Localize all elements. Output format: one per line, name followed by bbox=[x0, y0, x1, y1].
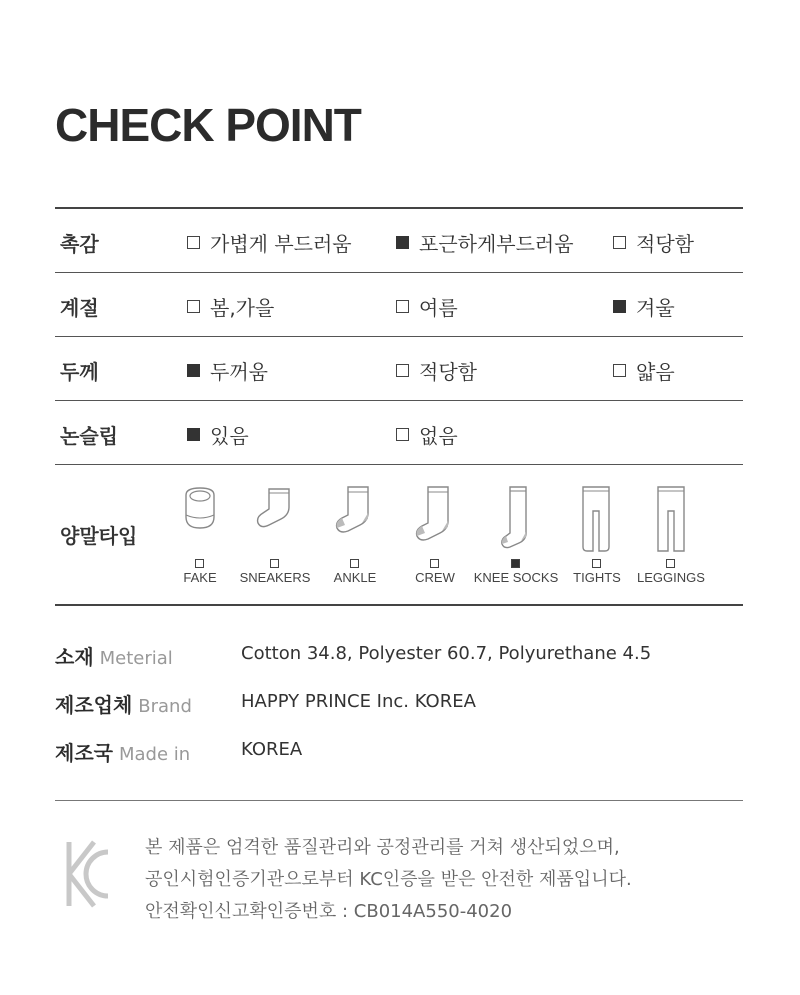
leggings-icon bbox=[654, 485, 688, 553]
option-texture-1 bbox=[187, 228, 352, 257]
notice-line: 본 제품은 엄격한 품질관리와 공정관리를 거쳐 생산되었으며, bbox=[145, 837, 620, 858]
option-season-1 bbox=[187, 292, 274, 321]
option-label: 없음 bbox=[419, 424, 458, 448]
spec-label-ko: 소재 bbox=[55, 645, 94, 669]
spec-label-en: Meterial bbox=[99, 648, 173, 669]
checkbox-icon bbox=[613, 364, 626, 377]
row-label-thickness: 두께 bbox=[60, 360, 99, 384]
option-label: 포근하게부드러움 bbox=[419, 232, 574, 256]
option-label: 여름 bbox=[419, 296, 458, 320]
option-thickness-3 bbox=[613, 356, 675, 385]
notice-divider bbox=[55, 800, 743, 801]
option-label: 봄,가을 bbox=[210, 296, 275, 320]
sock-type-label: SNEAKERS bbox=[239, 570, 311, 585]
checkbox-icon bbox=[430, 559, 439, 568]
checkbox-icon bbox=[350, 559, 359, 568]
table-bottom-divider bbox=[55, 604, 743, 606]
option-nonslip-2 bbox=[396, 420, 458, 449]
notice-line: 안전확인신고확인증번호 : CB014A550-4020 bbox=[145, 901, 513, 922]
row-label-nonslip: 논슬립 bbox=[60, 424, 118, 448]
option-thickness-1 bbox=[187, 356, 268, 385]
sneaker-sock-icon bbox=[255, 485, 295, 531]
option-label: 적당함 bbox=[419, 360, 477, 384]
option-label: 겨울 bbox=[636, 296, 675, 320]
row-divider bbox=[55, 464, 743, 465]
spec-material-value: Cotton 34.8, Polyester 60.7, Polyurethane 4.5 bbox=[241, 643, 652, 664]
kc-mark-icon bbox=[64, 838, 112, 910]
table-top-divider bbox=[55, 207, 743, 209]
checkbox-checked-icon bbox=[187, 428, 200, 441]
sock-type-label: CREW bbox=[415, 570, 455, 585]
checkbox-icon bbox=[270, 559, 279, 568]
option-label: 가볍게 부드러움 bbox=[210, 232, 352, 256]
option-thickness-2 bbox=[396, 356, 477, 385]
spec-label-ko: 제조업체 bbox=[55, 693, 133, 717]
checkbox-icon bbox=[613, 236, 626, 249]
checkbox-icon bbox=[396, 428, 409, 441]
option-season-2 bbox=[396, 292, 458, 321]
spec-material-label bbox=[55, 641, 173, 670]
checkbox-checked-icon bbox=[187, 364, 200, 377]
checkbox-icon bbox=[195, 559, 204, 568]
checkbox-checked-icon bbox=[613, 300, 626, 313]
notice-line: 공인시험인증기관으로부터 KC인증을 받은 안전한 제품입니다. bbox=[145, 869, 632, 890]
option-texture-2 bbox=[396, 228, 574, 257]
spec-brand-value: HAPPY PRINCE Inc. KOREA bbox=[241, 691, 476, 712]
spec-origin-label bbox=[55, 737, 190, 766]
spec-label-en: Made in bbox=[118, 744, 191, 765]
crew-sock-icon bbox=[414, 485, 454, 543]
sock-type-label: KNEE SOCKS bbox=[473, 570, 559, 585]
spec-label-en: Brand bbox=[138, 696, 192, 717]
option-label: 있음 bbox=[210, 424, 249, 448]
sock-type-label: ANKLE bbox=[333, 570, 377, 585]
row-divider bbox=[55, 400, 743, 401]
option-nonslip-1 bbox=[187, 420, 249, 449]
row-divider bbox=[55, 272, 743, 273]
spec-origin-value: KOREA bbox=[241, 739, 303, 760]
sock-type-label: LEGGINGS bbox=[637, 570, 705, 585]
option-label: 적당함 bbox=[636, 232, 694, 256]
option-label: 두꺼움 bbox=[210, 360, 268, 384]
option-texture-3 bbox=[613, 228, 694, 257]
checkbox-icon bbox=[187, 236, 200, 249]
checkbox-icon bbox=[396, 300, 409, 313]
row-label-season: 계절 bbox=[60, 296, 99, 320]
spec-brand-label bbox=[55, 689, 192, 718]
sock-type-label: TIGHTS bbox=[573, 570, 621, 585]
spec-label-ko: 제조국 bbox=[55, 741, 113, 765]
checkbox-checked-icon bbox=[511, 559, 520, 568]
checkbox-checked-icon bbox=[396, 236, 409, 249]
tights-icon bbox=[579, 485, 613, 553]
sock-type-label: FAKE bbox=[183, 570, 217, 585]
ankle-sock-icon bbox=[334, 485, 374, 535]
checkbox-icon bbox=[592, 559, 601, 568]
option-label: 얇음 bbox=[636, 360, 675, 384]
row-divider bbox=[55, 336, 743, 337]
checkbox-icon bbox=[187, 300, 200, 313]
row-label-sock-type: 양말타입 bbox=[60, 524, 138, 548]
option-season-3 bbox=[613, 292, 675, 321]
row-label-texture: 촉감 bbox=[60, 232, 99, 256]
checkbox-icon bbox=[666, 559, 675, 568]
safety-notice bbox=[145, 832, 632, 928]
knee-sock-icon bbox=[500, 485, 534, 551]
fake-sock-icon bbox=[183, 485, 217, 531]
page-title: CHECK POINT bbox=[55, 99, 361, 151]
checkbox-icon bbox=[396, 364, 409, 377]
